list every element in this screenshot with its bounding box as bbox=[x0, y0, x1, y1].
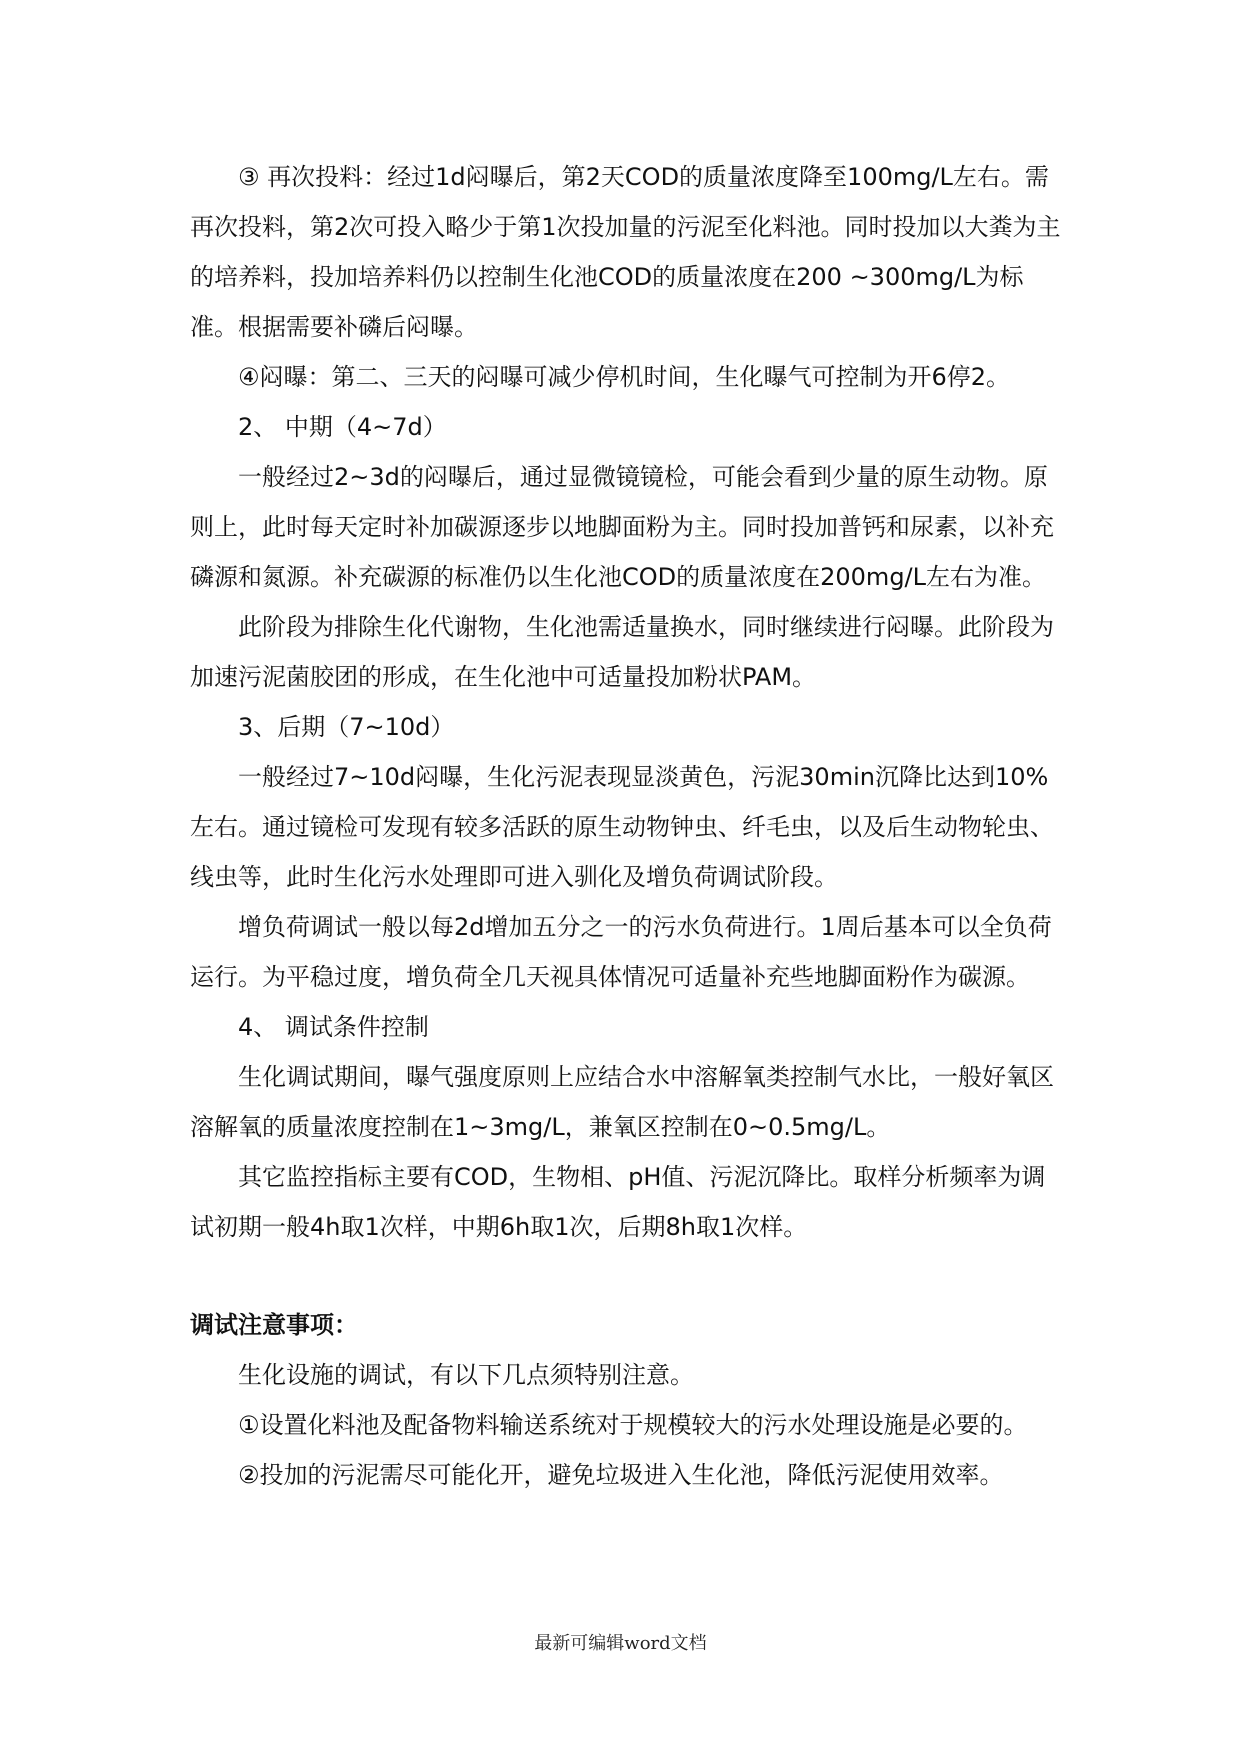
page-footer: 最新可编辑word文档 bbox=[534, 1633, 707, 1654]
notes-heading: 调试注意事项： bbox=[190, 1311, 358, 1339]
section-heading-mid-stage: 2、 中期（4~7d） bbox=[238, 413, 447, 441]
paragraph-late-stage-2: 增负荷调试一般以每2d增加五分之一的污水负荷进行。1周后基本可以全负荷运行。为平稳过度，增负荷全几天视具体情况可适量补充些地脚面粉作为碳源。 bbox=[190, 913, 1052, 991]
paragraph-conditions-1: 生化调试期间，曝气强度原则上应结合水中溶解氧类控制气水比，一般好氧区溶解氧的质量浓度控制在1~3mg/L，兼氧区控制在0~0.5mg/L。 bbox=[190, 1063, 1054, 1141]
paragraph-mid-stage-2: 此阶段为排除生化代谢物，生化池需适量换水，同时继续进行闷曝。此阶段为加速污泥菌胶团的形成，在生化池中可适量投加粉状PAM。 bbox=[190, 613, 1054, 691]
note-intro: 生化设施的调试，有以下几点须特别注意。 bbox=[238, 1361, 694, 1389]
paragraph-mid-stage-1: 一般经过2~3d的闷曝后，通过显微镜镜检，可能会看到少量的原生动物。原则上，此时每天定时补加碳源逐步以地脚面粉为主。同时投加普钙和尿素，以补充磷源和氮源。补充碳源的标准仍以生化池COD的质量浓度在200mg/L左右为准。 bbox=[190, 463, 1054, 591]
note-item-1: ①设置化料池及配备物料输送系统对于规模较大的污水处理设施是必要的。 bbox=[238, 1411, 1028, 1439]
note-item-2: ②投加的污泥需尽可能化开，避免垃圾进入生化池，降低污泥使用效率。 bbox=[238, 1461, 1004, 1489]
paragraph-stuffy-aeration: ④闷曝：第二、三天的闷曝可减少停机时间，生化曝气可控制为开6停2。 bbox=[238, 363, 1011, 391]
paragraph-late-stage-1: 一般经过7~10d闷曝，生化污泥表现显淡黄色，污泥30min沉降比达到10%左右。通过镜检可发现有较多活跃的原生动物钟虫、纤毛虫，以及后生动物轮虫、线虫等，此时生化污水处理即可进入驯化及增负荷调试阶段。 bbox=[190, 763, 1054, 891]
document-body bbox=[190, 152, 1066, 1500]
paragraph-reinvest: ③ 再次投料：经过1d闷曝后，第2天COD的质量浓度降至100mg/L左右。需再次投料，第2次可投入略少于第1次投加量的污泥至化料池。同时投加以大粪为主的培养料，投加培养料仍以控制生化池COD的质量浓度在200 ~300mg/L为标准。根据需要补磷后闷曝。 bbox=[190, 163, 1061, 341]
paragraph-conditions-2: 其它监控指标主要有COD，生物相、pH值、污泥沉降比。取样分析频率为调试初期一般4h取1次样，中期6h取1次，后期8h取1次样。 bbox=[190, 1163, 1046, 1241]
section-heading-conditions: 4、 调试条件控制 bbox=[238, 1013, 429, 1041]
section-heading-late-stage: 3、后期（7~10d） bbox=[238, 713, 455, 741]
